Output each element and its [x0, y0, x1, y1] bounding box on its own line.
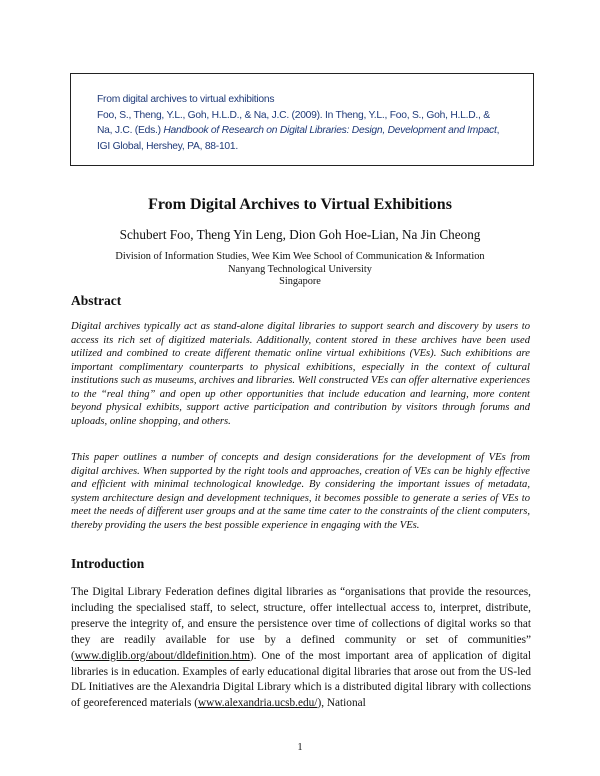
affiliation-line-3: Singapore — [279, 276, 321, 287]
paper-authors: Schubert Foo, Theng Yin Leng, Dion Goh Hoe-Lian, Na Jin Cheong — [119, 227, 481, 242]
citation-comma: , — [496, 125, 500, 136]
intro-text-3: ), National — [317, 697, 366, 710]
affiliation — [0, 251, 600, 289]
citation-line-4: IGI Global, Hershey, PA, 88-101. — [97, 140, 238, 152]
alexandria-link[interactable]: www.alexandria.ucsb.edu/ — [198, 697, 318, 710]
citation-line-2: Foo, S., Theng, Y.L., Goh, H.L.D., & Na, J.C. (2009). In Theng, Y.L., Foo, S., Goh, H.L.D., & — [97, 109, 490, 121]
citation-book-title: Handbook of Research on Digital Libraries: Design, Development and Impact — [163, 125, 497, 136]
page-number: 1 — [297, 742, 303, 753]
affiliation-line-1: Division of Information Studies, Wee Kim Wee School of Communication & Information — [115, 251, 485, 262]
introduction-heading: Introduction — [71, 556, 145, 571]
citation-line-3 — [97, 123, 517, 139]
paper-title: From Digital Archives to Virtual Exhibitions — [148, 196, 452, 213]
abstract-paragraph-1: Digital archives typically act as stand-alone digital libraries to support search and discovery by users to access its rich set of digitized materials. Additionally, content stored in these archives have been used utilized and combined to create different thematic online virtual exhibitions (VEs). Such exhibitions are important complimentary counterparts to physical exhibitions, especially in the context of cultural institutions such as museums, archives and libraries. Well constructed VEs can offer alternative experiences to the “real thing” and open up other opportunities that include education and learning, more content beyond physical exhibits, support active participation and contribution by visitors through forums and uploads, online shopping, and others. — [71, 321, 530, 427]
introduction-paragraph — [71, 585, 531, 712]
intro-text-1: The Digital Library Federation defines digital libraries as “organisations that provide the resources, including the specialised staff, to select, structure, offer intellectual access to, interpret, distribute, preserve the integrity of, and ensure the persistence over time of collections of digital works so that they are readily available for use by a defined community or set of communities” ( — [71, 586, 531, 662]
abstract-heading: Abstract — [71, 293, 122, 308]
citation-line-1: From digital archives to virtual exhibitions — [97, 94, 275, 105]
diglib-link[interactable]: www.diglib.org/about/dldefinition.htm — [74, 649, 250, 662]
citation-editors: Na, J.C. (Eds.) — [97, 125, 164, 136]
intro-text-2: ). One of the most important area of application of digital libraries is in education. Examples of early educational digital libraries that arose out from the US-led DL Initiatives are the Alexandria Digital Library which is a distributed digital library with collections of georeferenced materials ( — [71, 649, 531, 710]
abstract-paragraph-2: This paper outlines a number of concepts and design considerations for the development of VEs from digital archives. When supported by the right tools and approaches, creation of VEs can be highly effective and efficient with minimal technological knowledge. By considering the important issues of metadata, system architecture design and development techniques, it becomes possible to generate a series of VEs to meet the needs of different user groups and at the same time cater to the constraints of the client computers, thereby providing the users the best possible experience in engaging with the VEs. — [71, 452, 530, 531]
affiliation-line-2: Nanyang Technological University — [228, 263, 372, 275]
citation-block — [97, 92, 517, 154]
